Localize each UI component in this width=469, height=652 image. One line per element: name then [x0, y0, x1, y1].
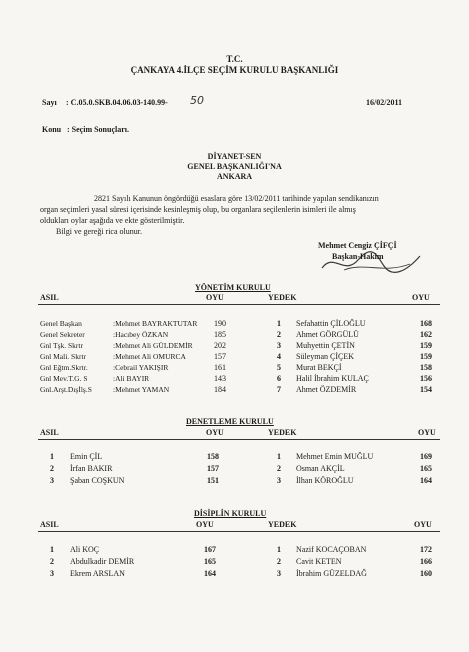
denetleme-yedek-no: 3: [277, 476, 281, 485]
sayi-value: : C.05.0.SKB.04.06.03-140.99-: [66, 98, 168, 107]
yonetim-name: :Mehmet BAYRAKTUTAR: [113, 319, 198, 328]
disiplin-votes: 167: [204, 545, 216, 554]
denetleme-yedek-no: 1: [277, 452, 281, 461]
disiplin-col-oyu: OYU: [196, 520, 214, 529]
yonetim-role: Gnl Mali. Skrtr: [40, 352, 87, 361]
disiplin-votes: 165: [204, 557, 216, 566]
yonetim-col-oyu: OYU: [206, 293, 224, 302]
disiplin-yedek-name: Nazif KOCAÇOBAN: [296, 545, 367, 554]
disiplin-yedek-name: İbrahim GÜZELDAĞ: [296, 569, 367, 578]
signatory-title: Başkan-Hakim: [332, 252, 384, 261]
disiplin-yedek-no: 3: [277, 569, 281, 578]
yonetim-votes: 190: [214, 319, 226, 328]
denetleme-votes: 157: [207, 464, 219, 473]
yonetim-votes: 161: [214, 363, 226, 372]
yonetim-yedek-no: 3: [277, 341, 281, 350]
disiplin-votes: 164: [204, 569, 216, 578]
denetleme-votes: 158: [207, 452, 219, 461]
yonetim-role: Gnl Mev.T.G. S: [40, 374, 88, 383]
disiplin-yedek-votes: 172: [420, 545, 432, 554]
yonetim-name: :Hacıbey ÖZKAN: [113, 330, 169, 339]
denetleme-title: DENETLEME KURULU: [186, 417, 274, 426]
yonetim-votes: 184: [214, 385, 226, 394]
denetleme-col-yedek: YEDEK: [268, 428, 297, 437]
yonetim-role: Gnl.Arşt.Dışİlş.S: [40, 385, 92, 394]
yonetim-yedek-no: 2: [277, 330, 281, 339]
yonetim-yedek-votes: 158: [420, 363, 432, 372]
disiplin-header-rule: [38, 531, 440, 532]
konu-label: Konu: [42, 125, 62, 134]
yonetim-yedek-votes: 168: [420, 319, 432, 328]
disiplin-col-oyu2: OYU: [414, 520, 432, 529]
denetleme-yedek-votes: 165: [420, 464, 432, 473]
yonetim-name: :Mehmet YAMAN: [113, 385, 170, 394]
yonetim-yedek-name: Ahmet ÖZDEMİR: [296, 385, 357, 394]
yonetim-name: :Mehmet Ali GÜLDEMİR: [113, 341, 193, 350]
yonetim-name: :Ali BAYIR: [113, 374, 150, 383]
denetleme-no: 1: [50, 452, 54, 461]
denetleme-name: İrfan BAKIR: [70, 464, 113, 473]
yonetim-role: Gnl Tşk. Skrtr: [40, 341, 83, 350]
denetleme-yedek-name: Mehmet Emin MUĞLU: [296, 452, 374, 461]
yonetim-name: :Mehmet Ali OMURCA: [113, 352, 186, 361]
yonetim-yedek-votes: 154: [420, 385, 432, 394]
yonetim-yedek-no: 1: [277, 319, 281, 328]
disiplin-col-yedek: YEDEK: [268, 520, 297, 529]
body-line1: 2821 Sayılı Kanunun öngördüğü esaslara göre 13/02/2011 tarihinde yapılan sendikanızın: [94, 194, 379, 203]
body-line2: organ seçimleri yasal süresi içerisinde kesinleşmiş olup, bu organlara seçilenlerin isimleri ile almış: [40, 205, 356, 214]
disiplin-name: Ali KOÇ: [70, 545, 100, 554]
denetleme-header-rule: [38, 439, 440, 440]
yonetim-yedek-name: Murat BEKÇİ: [296, 363, 342, 372]
denetleme-col-oyu2: OYU: [418, 428, 436, 437]
denetleme-votes: 151: [207, 476, 219, 485]
yonetim-yedek-no: 4: [277, 352, 281, 361]
denetleme-no: 3: [50, 476, 54, 485]
signatory-name: Mehmet Cengiz ÇİFÇİ: [318, 241, 397, 250]
yonetim-votes: 157: [214, 352, 226, 361]
denetleme-name: Emin ÇİL: [70, 452, 103, 461]
yonetim-yedek-name: Muhyettin ÇETİN: [296, 341, 355, 350]
denetleme-col-asil: ASIL: [40, 428, 59, 437]
disiplin-yedek-no: 1: [277, 545, 281, 554]
yonetim-yedek-no: 6: [277, 374, 281, 383]
denetleme-yedek-no: 2: [277, 464, 281, 473]
denetleme-no: 2: [50, 464, 54, 473]
denetleme-col-oyu: OYU: [206, 428, 224, 437]
header-title: ÇANKAYA 4.İLÇE SEÇİM KURULU BAŞKANLIĞI: [130, 65, 339, 75]
yonetim-col-yedek: YEDEK: [268, 293, 297, 302]
disiplin-title: DİSİPLİN KURULU: [194, 509, 267, 518]
yonetim-yedek-no: 7: [277, 385, 281, 394]
disiplin-yedek-name: Cavit KETEN: [296, 557, 342, 566]
sayi-handwritten-number: 50: [190, 94, 204, 107]
yonetim-role: Genel Başkan: [40, 319, 82, 328]
yonetim-yedek-votes: 156: [420, 374, 432, 383]
letter-date: 16/02/2011: [366, 98, 403, 107]
disiplin-name: Ekrem ARSLAN: [70, 569, 125, 578]
denetleme-yedek-name: İlhan KÖROĞLU: [296, 476, 354, 485]
denetleme-yedek-votes: 169: [420, 452, 432, 461]
yonetim-votes: 202: [214, 341, 226, 350]
yonetim-votes: 143: [214, 374, 226, 383]
yonetim-yedek-votes: 159: [420, 341, 432, 350]
header-tc: T.C.: [226, 54, 243, 64]
disiplin-yedek-no: 2: [277, 557, 281, 566]
disiplin-no: 1: [50, 545, 54, 554]
yonetim-yedek-votes: 159: [420, 352, 432, 361]
konu-value: : Seçim Sonuçları.: [67, 125, 129, 134]
recipient-line1: DİYANET-SEN: [207, 152, 262, 161]
recipient-line3: ANKARA: [216, 172, 253, 181]
yonetim-yedek-votes: 162: [420, 330, 432, 339]
yonetim-yedek-name: Halil İbrahim KULAÇ: [296, 374, 369, 383]
yonetim-title: YÖNETİM KURULU: [195, 283, 271, 292]
disiplin-col-asil: ASIL: [40, 520, 59, 529]
yonetim-yedek-name: Ahmet GÖRGÜLÜ: [296, 330, 359, 339]
yonetim-yedek-name: Sefahattin ÇİLOĞLU: [296, 319, 366, 328]
yonetim-yedek-name: Süleyman ÇİÇEK: [296, 352, 354, 361]
disiplin-no: 3: [50, 569, 54, 578]
yonetim-role: Gnl Eğtm.Skrtr.: [40, 363, 88, 372]
sayi-label: Sayı: [42, 98, 57, 107]
denetleme-yedek-votes: 164: [420, 476, 432, 485]
body-line3: oldukları oylar aşağıda ve ekte gösterilmiştir.: [40, 216, 185, 225]
recipient-line2: GENEL BAŞKANLIĞI'NA: [187, 162, 282, 171]
disiplin-no: 2: [50, 557, 54, 566]
yonetim-header-rule: [38, 304, 440, 305]
disiplin-name: Abdulkadir DEMİR: [70, 557, 135, 566]
yonetim-name: :Cebrail YAKIŞIR: [113, 363, 169, 372]
yonetim-col-oyu2: OYU: [412, 293, 430, 302]
body-line4: Bilgi ve gereği rica olunur.: [56, 227, 142, 236]
yonetim-votes: 185: [214, 330, 226, 339]
denetleme-yedek-name: Osman AKÇİL: [296, 464, 345, 473]
disiplin-yedek-votes: 160: [420, 569, 432, 578]
yonetim-yedek-no: 5: [277, 363, 281, 372]
disiplin-yedek-votes: 166: [420, 557, 432, 566]
yonetim-role: Genel Sekreter: [40, 330, 85, 339]
denetleme-name: Şaban COŞKUN: [70, 476, 125, 485]
yonetim-col-asil: ASIL: [40, 293, 59, 302]
